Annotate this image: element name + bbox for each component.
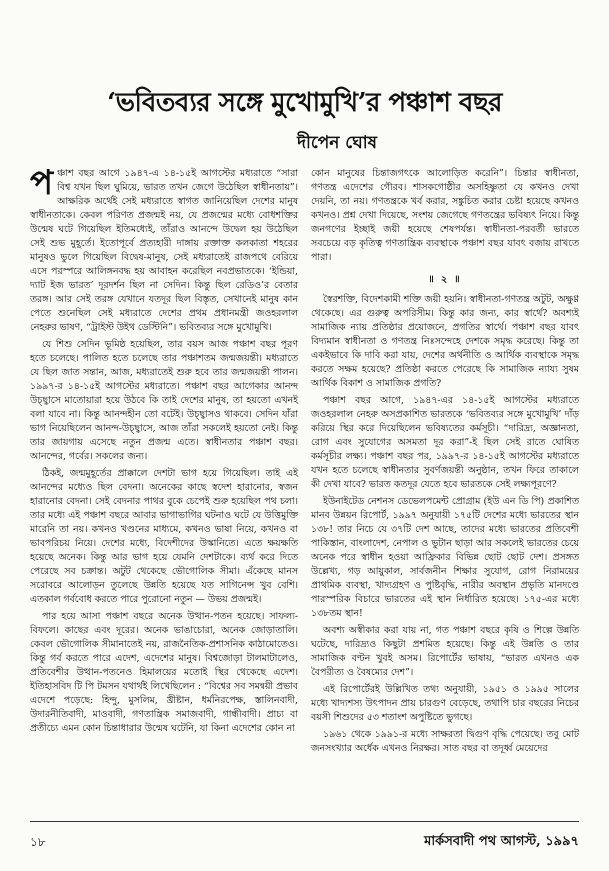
article-author: দীপেন ঘোষ [297, 133, 377, 153]
paragraph-10: এই রিপোর্টেরই উল্লিখিত তথ্য অনুযায়ী, ১৯৫১ ও ১৯৯৫ সালের মধ্যে খাদ্যশস্য উৎপাদন প্রায় চারগুণ বেড়েছে, তথাপি চার বছরের নিচের বয়সী শিশুদের ৫৩ শতাংশ অপুষ্টিতে ভুগছে। [311, 684, 579, 723]
paragraph-8: ইউনাইটেড নেশনস ডেভেলপমেন্ট প্রোগ্রাম (ইউ এন ডি পি) প্রকাশিত মানব উন্নয়ন রিপোর্ট, ১৯৯৭ অনুযায়ী ১৭৫টি দেশের মধ্যে ভারতের স্থান ১৩৮! তার নিচে যে ৩৭টি দেশ আছে, তাদের মধ্যে ভারতের প্রতিবেশী পাকিস্তান, বাংলাদেশ, নেপাল ও ভুটান ছাড়া আর সকলেই ভারতের চেয়ে অনেক পরে স্বাধীন হওয়া আফ্রিকার বিভিন্ন ছোট ছোট দেশ। প্রসঙ্গত উল্লেখ্য, গড় আয়ুকাল, সার্বজনীন শিক্ষার সুযোগ, রোগ নিরাময়ের প্রাথমিক ব্যবস্থা, খাদ্যগ্রহণ ও পুষ্টিবৃদ্ধি, নারীর অবস্থান প্রভৃতি মানদণ্ডে পারস্পরিক বিচারে ভারতের এই স্থান নির্ধারিত হয়েছে। ১৭৫-এর মধ্যে ১৩৮তম স্থান! [311, 496, 579, 619]
paragraph-3: ঠিকই, জন্মমুহূর্তের প্রাক্কালে দেশটা ভাগ হয়ে গিয়েছিল। তাই এই আনন্দের মধ্যেও ছিল বেদনা। অনেকের কাছে স্বদেশ হারানোর, স্বজন হারানোর বেদনা। সেই বেদনার পাথর বুকে চেপেই শুরু হয়েছিল পথ চলা। তার মধ্যে এই পঞ্চাশ বছরে আবার ভাগাভাগির ঘটনাও ঘটে যে উত্তিমুক্তি মারেনি তা নয়। কখনও খণ্ডনের মাধ্যমে, কখনও ভাষা নিয়ে, কখনও বা ভাবপরিচয় নিয়ে। দেশের মধ্যে, বিদেশীদের উস্কানিতে। এতে ক্ষয়ক্ষতি হয়েছে অনেক। কিন্তু আর ভাগ হয়ে যেমনি দেশটাকে। ব্যর্থ করে দিতে পেরেছে সব চক্রান্ত। অটুট থেকেছে ভৌগোলিক সীমা। এঁকেছে মানস সরোবরে আলোড়ন তুলেছে উন্নতি হয়েছে যত সাগিনেন্স খুব বেশি। এতকাল গর্ববোধ করতে পারে পুরোনো নতুন — উভয় প্রজন্মই। [30, 468, 298, 605]
paragraph-4: পার হয়ে আসা পঞ্চাশ বছরে অনেক উত্থান-পতন হয়েছে। সাফল্য-বিফলে। কাছের এবং দূরের। অনেক ভাঙাচোরা, অনেক জোড়াতালি। কেবল ভৌগোলিক সীমানাতেই নয়, রাজনৈতিক-প্রশাসনিক কাঠামোতেও। কিন্তু গর্ব করতে পারে এদেশ, এদেশের মানুষ। বিশ্বজোড়া টালমাটালেও, প্রতিবেশীর উত্থান-পতনেও হিমালয়ের মতোই স্থির থেকেছে এদেশ। ইতিহাসবিদ টি পি টমসন যথার্থই লিখেছিলেন : “বিশ্বের সব সমন্বয়ী প্রভাব এদেশে পড়েছে: হিন্দু, মুসলিম, খ্রীষ্টান, ধর্মনিরপেক্ষ, স্তালিনবাদী, উদারনীতিবাদী, মাওবাদী, গণতান্ত্রিক সমাজবাদী, গান্ধীবাদী। প্রাচ্য বা প্রতীচ্যে এমন কোন চিন্তাধারার উন্মেষ ঘটেনি, যা কিনা এদেশের কোন না [30, 611, 298, 734]
page-number: ১৮ [30, 835, 46, 849]
paragraph-6: স্বৈরশক্তি, বিদেশকামী শক্তি জয়ী হয়নি। স্বাধীনতা-গণতন্ত্র অটুট, অক্ষুণ্ণ থেকেছে। এর গুরুত্ব অপরিসীম। কিন্তু কার জন্য, কার স্বার্থে? অবশ্যই সামাজিক ন্যায় প্রতিষ্ঠার প্রয়োজনে, প্রগতির স্বার্থে। পঞ্চাশ বছর যাবৎ বিদ্যমান স্বাধীনতা ও গণতন্ত্র নিঃসন্দেহে দেশকে সমৃদ্ধ করেছে। কিন্তু তা একইভাবে কি দাবি করা যায়, দেশের অর্থনীতি ও আর্থিক ব্যবস্থাকে সমৃদ্ধ করতে সক্ষম হয়েছে? প্রতিষ্ঠা করতে পেরেছে কি সামাজিক ন্যায্য সুষম আর্থিক বিকাশ ও সামাজিক প্রগতি? [311, 294, 579, 389]
paragraph-9: অবশ্য অস্বীকার করা যায় না, গত পঞ্চাশ বছরে কৃষি ও শিল্পে উন্নতি ঘটেছে, দারিদ্র্যও কিছুটা প্রশমিত হয়েছে। কিন্তু এই উন্নতি ও তার সামাজিক বণ্টন খুবই অসম। রিপোর্টের ভাষায়, “ভারত এখনও এক বৈপরীত্য ও বৈষম্যের দেশ”। [311, 625, 579, 678]
drop-cap: প [30, 163, 54, 203]
footer-divider [30, 821, 579, 822]
paragraph-1 [30, 163, 298, 335]
paragraph-11: ১৯৬১ থেকে ১৯৯১-র মধ্যে সাক্ষরতা দ্বিগুণ বৃদ্ধি পেয়েছে। তবু মোট জনসংখ্যার অর্ধেক এখনও নিরক্ষর। সাত বছর বা তদূর্ধ্ব মেয়েদের [311, 729, 579, 754]
paragraph-7: পঞ্চাশ বছর আগে, ১৯৪৭-এর ১৪-১৫ই আগস্টের মধ্যরাতে জওহরলাল নেহরু অসপ্রকাশিত ভারতকে ‘ভবিতব্যর সঙ্গে মুখোমুখি’ দাঁড় করিয়ে স্থির করে দিয়েছিলেন ভবিষ্যতের কর্মসূচী। “দারিদ্র্য, অজ্ঞানতা, রোগ এবং সুযোগের অসমতা দূর করা”-ই ছিল সেই রাতে ঘোষিত কর্মসূচীর লক্ষ্য। পঞ্চাশ বছর পর, ১৯৯৭-র ১৪-১৫ই আগস্টের মধ্যরাতে যখন হতে চলেছে স্বাধীনতার সুবর্ণজয়ন্তী অনুষ্ঠান, তখন ফিরে তাকালে কী দেখা যাবে? ভারত কতদূর যেতে হবে ভারতকে সেই লক্ষ্যপূরণে? [311, 395, 579, 490]
journal-name: মার্কসবাদী পথ আগস্ট, ১৯৯৭ [424, 834, 579, 849]
right-column [311, 167, 579, 759]
section-mark: ॥ ২ ॥ [428, 274, 462, 285]
paragraph-2: যে শিশু সেদিন ভূমিষ্ঠ হয়েছিল, তার বয়স আজ পঞ্চাশ বছর পূরণ হতে চলেছে। পালিত হতে চলেছে তার পঞ্চাশতম জন্মজয়ন্তী। মধ্যরাতে যে ছিল জাত সন্তান, আজ, মধ্যরাতেই শুরু হবে তার জন্মজয়ন্তী পালন। ১৯৯৭-র ১৪-১৫ই আগস্টের মধ্যরাতে। পঞ্চাশ বছর আগেকার আনন্দ উচ্ছ্বাসে মাতোয়ারা হয়ে উঠবে কি তাই দেশের মানুষ, তা হয়তো এখনই বলা যাবে না। কিন্তু আনন্দহীন তো বটেই। উচ্ছ্বাসও থাকবে। সেদিন যাঁরা ভাগ নিয়েছিলেন আনন্দ-উচ্ছ্বাসে, আজ তাঁরা সকলেই হয়তো নেই। কিন্তু তার জায়গায় এসেছে নতুন প্রজন্ম এতে। স্বাধীনতার পঞ্চাশ বছর। আনন্দের, গর্বের। সকলের জন্য। [30, 339, 298, 462]
article-title: ‘ভবিতব্যর সঙ্গে মুখোমুখি’র পঞ্চাশ বছর [107, 88, 502, 118]
paragraph-5: কোন মানুষের চিন্তাজগৎকে আলোড়িত করেনি”। চিন্তার স্বাধীনতা, গণতন্ত্র এদেশের গৌরব। শাসকগোষ্ঠীর অসহিষ্ণুতা যে কখনও দেখা দেয়নি, তা নয়। গণতন্ত্রকে খর্ব করার, সঙ্কুচিত করার চেষ্টা হয়েছে কখনও কখনও। প্রশ্ন দেখা দিয়েছে, সংশয় জেগেছে গণতন্ত্রের ভবিষ্যৎ নিয়ে। কিন্তু জনগণের ইচ্ছাই জয়ী হয়েছে শেষপর্যন্ত। স্বাধীনতা-পরবর্তী ভারতে সবচেয়ে বড় কৃতিত্ব গণতান্ত্রিক ব্যবস্থাকে পঞ্চাশ বছর যাবৎ বজায় রাখতে পারা। [311, 168, 579, 263]
left-column [30, 163, 298, 739]
paragraph-1-text: ঞ্চাশ বছর আগে ১৯৪৭-এ ১৪-১৫ই আগস্টের মধ্যরাতে “সারা বিশ্ব যখন ছিল ঘুমিয়ে, ভারত তখন জেগে উঠেছিল স্বাধীনতায়”। আক্ষরিক অর্থেই সেই মধ্যরাতে স্বাগত জানিয়েছিল দেশের মানুষ স্বাধীনতাকে। কেবল পরিণত প্রজন্মই নয়, যে প্রজন্মের মধ্যে বোধশক্তির উন্মেষ ঘটে গিয়েছিল ইতিমধ্যেই, তাঁরাও আনন্দে উদ্বেল হয় উঠেছিল সেই শুভ মুহূর্তে। ইতোপূর্বে প্রত্যহারী দাঙ্গায় রক্তাক্ত কলকাতা শহরের মানুষও ভুলে গিয়েছিল বিদ্বেষ-মানুষ, সেই মধ্যরাতেই রাজপথে বেরিয়ে এসে পরস্পরে আলিঙ্গনবদ্ধ হয় আবাহন করেছিল নবপ্রভাতকে। ‘ইন্ডিয়া, দ্যাট ইজ ভারত’ দূরদর্শন ছিল না সেদিন। কিন্তু ছিল রেডিও’র বেতার তরঙ্গ। আর সেই তরঙ্গ যেখানে যতদূর ছিল বিস্তৃত, সেখানেই মানুষ কান পেতে শুনেছিল সেই মধ্যরাতে দেশের প্রথম প্রধানমন্ত্রী জওহরলাল নেহরুর ভাষণ, “ট্রাইস্ট উইথ ডেস্টিনি”। ভবিতব্যর সঙ্গে মুখোমুখি। [30, 168, 298, 333]
